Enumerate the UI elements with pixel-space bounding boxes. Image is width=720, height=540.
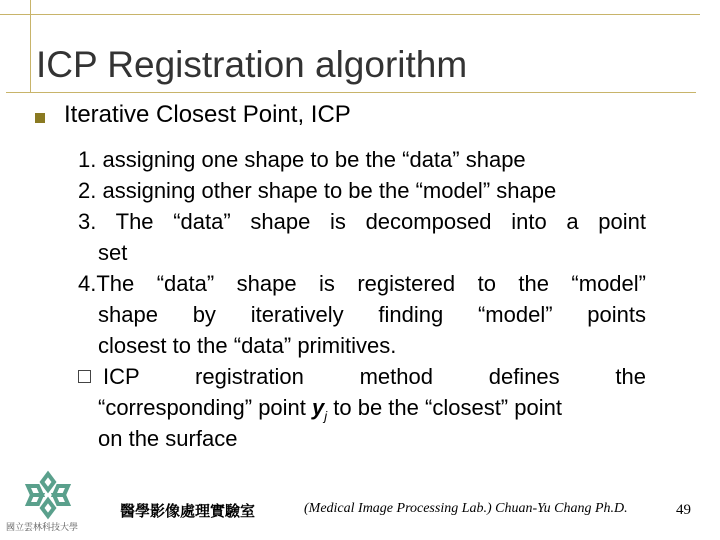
steps-body bbox=[78, 144, 646, 454]
square-bullet-icon bbox=[35, 113, 45, 123]
logo-caption: 國立雲林科技大學 bbox=[6, 523, 79, 533]
slide-title: ICP Registration algorithm bbox=[36, 44, 468, 85]
sub-bullet-text: to be the “closest” point bbox=[327, 395, 562, 420]
step-line: shape by iteratively finding “model” points bbox=[98, 302, 646, 327]
lab-name-chinese: 醫學影像處理實驗室 bbox=[120, 502, 256, 520]
main-bullet-text: Iterative Closest Point, ICP bbox=[64, 101, 351, 128]
checkbox-bullet-icon bbox=[78, 370, 91, 383]
step-line: set bbox=[98, 240, 128, 265]
step-line: closest to the “data” primitives. bbox=[98, 333, 397, 358]
lab-name-english: (Medical Image Processing Lab.) Chuan-Yu Chang Ph.D. bbox=[304, 501, 628, 516]
university-logo-icon bbox=[22, 470, 74, 525]
variable-subscript: j bbox=[324, 408, 328, 424]
sub-bullet-line: ICP registration method defines the bbox=[103, 364, 646, 389]
sub-bullet-line: on the surface bbox=[98, 426, 238, 451]
sub-bullet-row bbox=[78, 361, 646, 392]
step-line: 1. assigning one shape to be the “data” shape bbox=[78, 147, 526, 172]
step-line: 2. assigning other shape to be the “model” shape bbox=[78, 178, 557, 203]
frame-left-line bbox=[30, 0, 31, 92]
variable-y: y bbox=[312, 395, 325, 420]
step-line: 4.The “data” shape is registered to the “model” bbox=[78, 271, 646, 296]
page-number: 49 bbox=[676, 502, 691, 518]
frame-top-line bbox=[0, 14, 700, 15]
sub-bullet-line bbox=[78, 392, 646, 423]
title-underline bbox=[6, 92, 696, 93]
step-line: 3. The “data” shape is decomposed into a point bbox=[78, 209, 646, 234]
sub-bullet-text: “corresponding” point bbox=[98, 395, 313, 420]
